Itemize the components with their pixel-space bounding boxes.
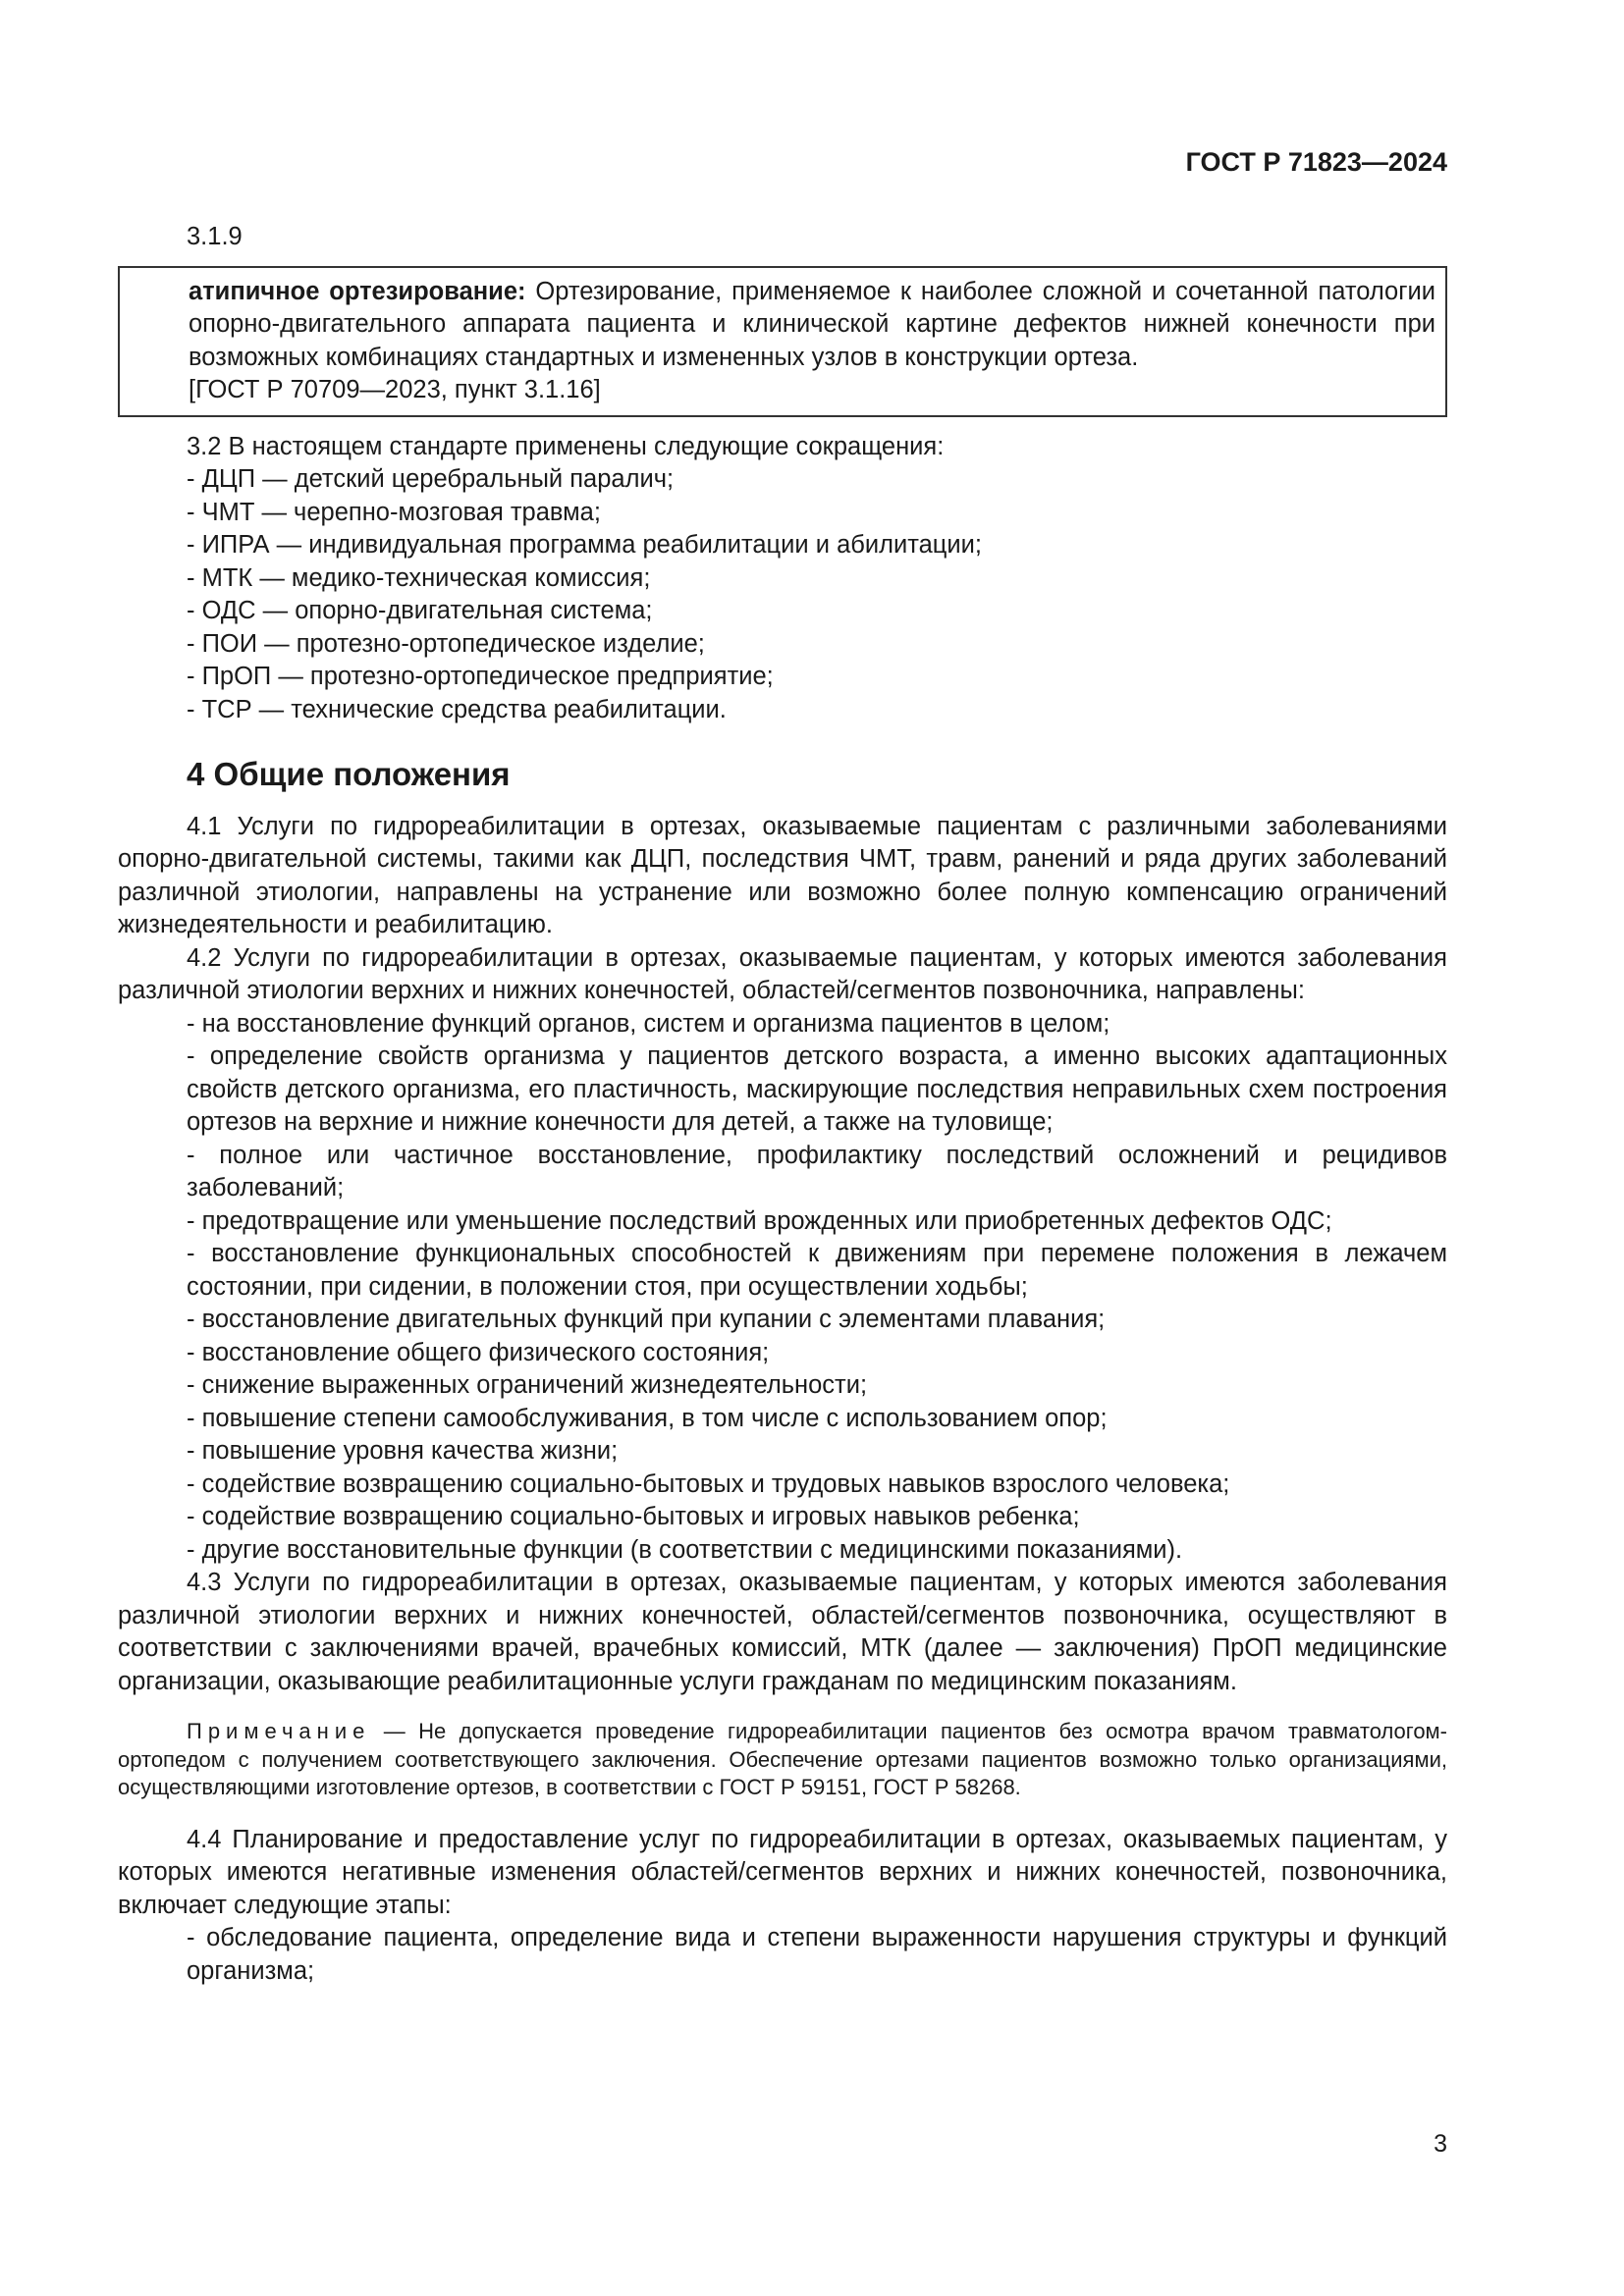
paragraph-4-3: 4.3 Услуги по гидрореабилитации в ортезах, оказываемые пациентам, у которых имеются заболевания различной этиологии верхних и нижних конечностей, областей/сегментов позвоночника, осуществляют в соответствии с заключениями врачей, врачебных комиссий, МТК (далее — заключения) ПрОП медицинские организации, оказывающие реабилитационные услуги гражданам по медицинским показаниям. [118, 1569, 1447, 1695]
list-item: - повышение степени самообслуживания, в том числе с использованием опор; [187, 1404, 1108, 1432]
paragraph-4-2-list [118, 1008, 1447, 1568]
list-item: - определение свойств организма у пациентов детского возраста, а именно высоких адаптационных свойств детского организма, его пластичность, маскирующие последствия неправильных схем построения ортезов на верхние и нижние конечности для детей, а также на туловище; [187, 1042, 1447, 1136]
term-definition [189, 276, 1435, 375]
list-item: - содействие возвращению социально-бытовых и трудовых навыков взрослого человека; [187, 1469, 1230, 1498]
document-id-header: ГОСТ Р 71823—2024 [1185, 147, 1447, 177]
list-item: - повышение уровня качества жизни; [187, 1437, 619, 1465]
list-item: - МТК — медико-техническая комиссия; [187, 563, 651, 592]
list-item: - ЧМТ — черепно-мозговая травма; [187, 498, 601, 526]
paragraph-4-2: 4.2 Услуги по гидрореабилитации в ортезах, оказываемые пациентам, у которых имеются заболевания различной этиологии верхних и нижних конечностей, областей/сегментов позвоночника, направлены: [118, 943, 1447, 1004]
list-item: - ДЦП — детский церебральный паралич; [187, 465, 675, 493]
term-definition-text: Ортезирование, применяемое к наиболее сложной и сочетанной патологии опорно-двигательного аппарата пациента и клинической картине дефектов нижней конечности при возможных комбинациях стандартных и измененных узлов в конструкции ортеза. [189, 277, 1435, 371]
list-item: - ПрОП — протезно-ортопедическое предприятие; [187, 663, 774, 690]
list-item: - ПОИ — протезно-ортопедическое изделие; [187, 629, 705, 658]
list-item: - на восстановление функций органов, систем и организма пациентов в целом; [187, 1009, 1110, 1038]
list-item: - ТСР — технические средства реабилитации. [187, 695, 727, 723]
section-heading: 4 Общие положения [187, 756, 511, 792]
paragraph-4-4: 4.4 Планирование и предоставление услуг по гидрореабилитации в ортезах, оказываемых пациентам, у которых имеются негативные изменения областей/сегментов верхних и нижних конечностей, позвоночника, включает следующие этапы: [118, 1825, 1447, 1919]
abbreviations-list [118, 463, 1447, 726]
page-number: 3 [1434, 2130, 1447, 2158]
list-item: - снижение выраженных ограничений жизнедеятельности; [187, 1371, 868, 1399]
list-item: - ОДС — опорно-двигательная система; [187, 597, 653, 624]
list-item: - полное или частичное восстановление, профилактику последствий осложнений и рецидивов заболеваний; [187, 1141, 1447, 1201]
paragraph-4-4-list [118, 1922, 1447, 1988]
list-item: - восстановление функциональных способностей к движениям при перемене положения в лежачем состоянии, при сидении, в положении стоя, при осуществлении ходьбы; [187, 1240, 1447, 1301]
note [118, 1718, 1447, 1802]
list-item: - обследование пациента, определение вида и степени выраженности нарушения структуры и функций организма; [187, 1924, 1447, 1985]
abbreviations-intro: 3.2 В настоящем стандарте применены следующие сокращения: [187, 432, 945, 460]
list-item: - восстановление общего физического состояния; [187, 1338, 770, 1366]
list-item: - предотвращение или уменьшение последствий врожденных или приобретенных дефектов ОДС; [187, 1206, 1332, 1235]
list-item: - восстановление двигательных функций при купании с элементами плавания; [187, 1306, 1106, 1333]
list-item: - другие восстановительные функции (в соответствии с медицинскими показаниями). [187, 1535, 1183, 1564]
paragraph-4-1: 4.1 Услуги по гидрореабилитации в ортезах, оказываемые пациентам с различными заболеваниями опорно-двигательной системы, такими как ДЦП, последствия ЧМТ, травм, ранений и ряда других заболеваний различной этиологии, направлены на устранение или возможно более полную компенсацию ограничений жизнедеятельности и реабилитацию. [118, 812, 1447, 938]
note-lead: Примечание [187, 1719, 371, 1743]
term-definition-box [118, 266, 1447, 417]
term-source: [ГОСТ Р 70709—2023, пункт 3.1.16] [189, 376, 601, 403]
list-item: - содействие возвращению социально-бытовых и игровых навыков ребенка; [187, 1503, 1080, 1530]
page-content [118, 221, 1447, 1988]
term-number: 3.1.9 [187, 223, 243, 250]
note-text: — Не допускается проведение гидрореабилитации пациентов без осмотра врачом травматологом-ортопедом с получением соответствующего заключения. Обеспечение ортезами пациентов возможно только организациями, осуществляющими изготовление ортезов, в соответствии с ГОСТ Р 59151, ГОСТ Р 58268. [118, 1719, 1447, 1799]
term-name: атипичное ортезирование: [189, 277, 526, 305]
list-item: - ИПРА — индивидуальная программа реабилитации и абилитации; [187, 531, 982, 559]
